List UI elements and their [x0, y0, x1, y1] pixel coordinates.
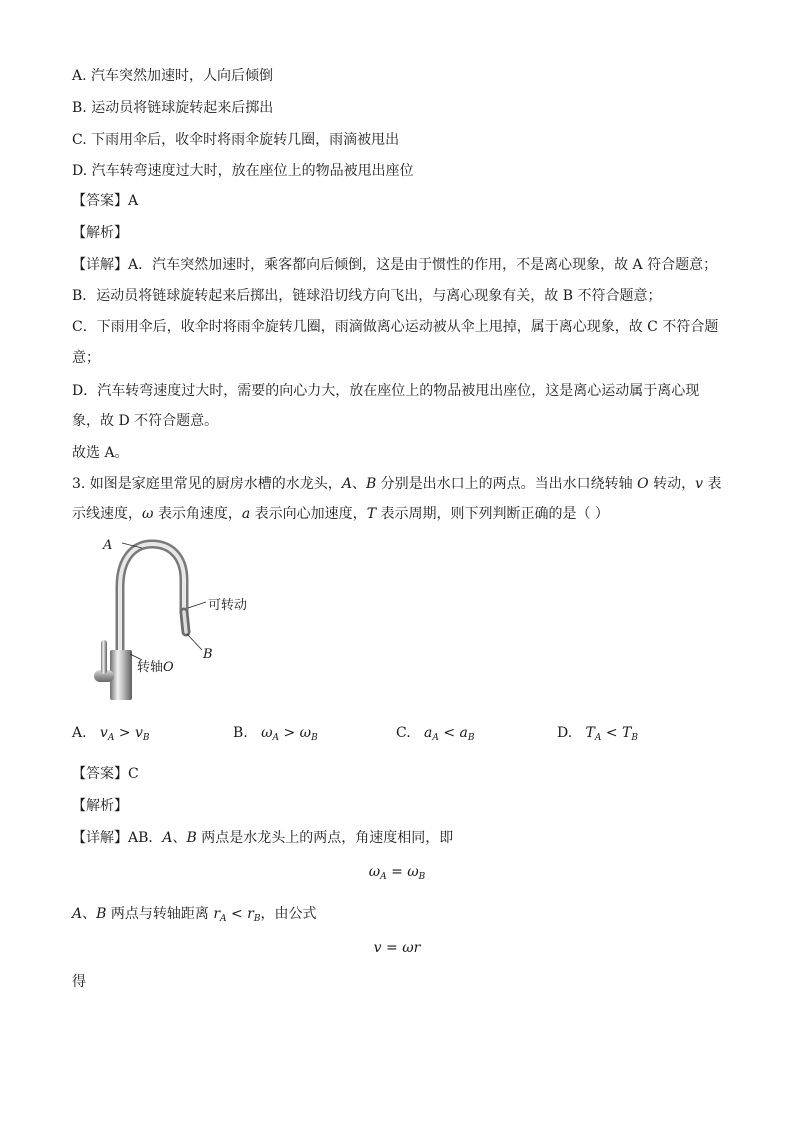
stem-text: 表示角速度， — [153, 506, 242, 522]
var-omega: ω — [142, 506, 154, 522]
q3-detail-ab — [72, 828, 453, 848]
option-op: < — [605, 725, 618, 741]
eq-rhs: ω — [407, 864, 419, 880]
stem-text: 转动， — [648, 476, 696, 492]
separator: 、 — [82, 906, 97, 922]
option-lsub: A — [107, 733, 115, 743]
axis-text: 转轴 — [137, 660, 164, 675]
q3-stem-line1 — [72, 474, 721, 494]
option-rsub: B — [311, 733, 318, 743]
stem-text: 示线速度， — [72, 506, 142, 522]
detail-a-text: A．汽车突然加速时，乘客都向后倾倒，这是由于惯性的作用，不是离心现象，故 A 符合题意； — [128, 257, 718, 273]
option-lhs: v — [99, 725, 108, 741]
option-rsub: B — [467, 733, 475, 743]
r-a-sub: A — [220, 914, 227, 924]
eq-op: = — [391, 864, 403, 880]
point-b: B — [96, 906, 107, 922]
r-a: r — [213, 906, 221, 922]
q2-detail-b: B．运动员将链球旋转起来后掷出，链球沿切线方向飞出，与离心现象有关，故 B 不符合题意； — [72, 288, 662, 304]
r-b-sub: B — [253, 914, 261, 924]
option-letter: B. — [233, 725, 248, 741]
point-a: A — [162, 830, 173, 846]
detail-text: 两点是水龙头上的两点，角速度相同，即 — [196, 830, 454, 846]
option-d: D. 汽车转弯速度过大时，放在座位上的物品被甩出座位 — [72, 163, 414, 179]
separator: 、 — [351, 476, 366, 492]
point-a: A — [72, 906, 83, 922]
distance-tail: ，由公式 — [260, 906, 317, 922]
separator: 、 — [172, 830, 187, 846]
point-a-label: A — [341, 476, 352, 492]
axis-o: O — [163, 660, 174, 675]
q3-option-a — [72, 725, 150, 743]
q2-analysis-tag: 【解析】 — [72, 225, 128, 241]
figure-label-b: B — [203, 647, 213, 662]
figure-label-a: A — [103, 538, 113, 553]
option-lsub: A — [272, 733, 280, 743]
option-rhs: ω — [299, 725, 312, 741]
option-lhs: T — [585, 725, 595, 741]
axis-o-label: O — [637, 476, 649, 492]
option-rsub: B — [142, 733, 150, 743]
stem-text: 表示向心加速度， — [250, 506, 367, 522]
option-lsub: A — [432, 733, 439, 743]
var-t: T — [366, 506, 377, 522]
q3-analysis-tag: 【解析】 — [72, 798, 128, 814]
option-op: > — [118, 725, 131, 741]
answer-value: A — [128, 193, 139, 209]
option-lsub: A — [594, 733, 602, 743]
option-op: < — [443, 725, 456, 741]
detail-tag: 【详解】 — [72, 257, 128, 273]
r-b: r — [247, 906, 254, 922]
stem-text: 分别是出水口上的两点。当出水口绕转轴 — [376, 476, 638, 492]
option-op: > — [283, 725, 296, 741]
var-a: a — [241, 506, 251, 522]
option-rhs: v — [134, 725, 143, 741]
option-c: C. 下雨用伞后，收伞时将雨伞旋转几圈，雨滴被甩出 — [72, 132, 400, 148]
stem-text: 表 — [703, 476, 722, 492]
answer-tag: 【答案】 — [72, 766, 128, 782]
q3-de: 得 — [72, 974, 86, 990]
detail-prefix: AB． — [128, 830, 163, 846]
equation-v-omega-r: v = ωr — [373, 940, 421, 956]
detail-tag: 【详解】 — [72, 830, 128, 846]
equation-omega — [0, 864, 794, 882]
q2-detail-d1: D．汽车转弯速度过大时，需要的向心力大，放在座位上的物品被甩出座位，这是离心运动属于离心现 — [72, 383, 700, 399]
q3-option-c — [396, 725, 475, 743]
q2-detail-d2: 象，故 D 不符合题意。 — [72, 413, 219, 429]
q2-detail-a — [72, 255, 717, 275]
eq-rsub: B — [418, 872, 426, 882]
option-a: A. 汽车突然加速时，人向后倾倒 — [72, 68, 274, 84]
q2-conclusion: 故选 A。 — [72, 445, 129, 461]
q3-distance-line — [72, 904, 317, 929]
q2-detail-c2: 意； — [72, 350, 100, 366]
answer-tag: 【答案】 — [72, 193, 128, 209]
answer-value: C — [128, 766, 139, 782]
option-rhs: T — [622, 725, 632, 741]
figure-label-rotatable: 可转动 — [208, 598, 248, 613]
option-b: B. 运动员将链球旋转起来后掷出 — [72, 100, 274, 116]
q3-stem-line2 — [72, 504, 609, 524]
option-rsub: B — [631, 733, 638, 743]
q2-answer — [72, 191, 138, 211]
q3-option-b — [233, 725, 318, 743]
point-b-label: B — [365, 476, 377, 492]
faucet-figure — [80, 532, 280, 702]
stem-text: 3. 如图是家庭里常见的厨房水槽的水龙头， — [72, 476, 342, 492]
q3-answer — [72, 764, 139, 784]
option-letter: C. — [396, 725, 411, 741]
var-v: v — [695, 476, 703, 492]
eq-lsub: A — [380, 872, 387, 882]
option-letter: D. — [557, 725, 573, 741]
eq-lhs: ω — [368, 864, 381, 880]
figure-label-axis — [137, 656, 174, 675]
distance-text: 两点与转轴距离 — [106, 906, 214, 922]
option-lhs: ω — [261, 725, 273, 741]
distance-op: < — [230, 906, 243, 922]
point-b: B — [186, 830, 197, 846]
option-rhs: a — [459, 725, 468, 741]
faucet-neck — [120, 544, 184, 652]
option-letter: A. — [72, 725, 87, 741]
q2-detail-c1: C．下雨用伞后，收伞时将雨伞旋转几圈，雨滴做离心运动被从伞上甩掉，属于离心现象，故 C 不符合题 — [72, 319, 719, 335]
stem-text: 表示周期，则下列判断正确的是（ ） — [376, 506, 609, 522]
option-lhs: a — [424, 725, 433, 741]
q3-option-d — [557, 725, 638, 743]
